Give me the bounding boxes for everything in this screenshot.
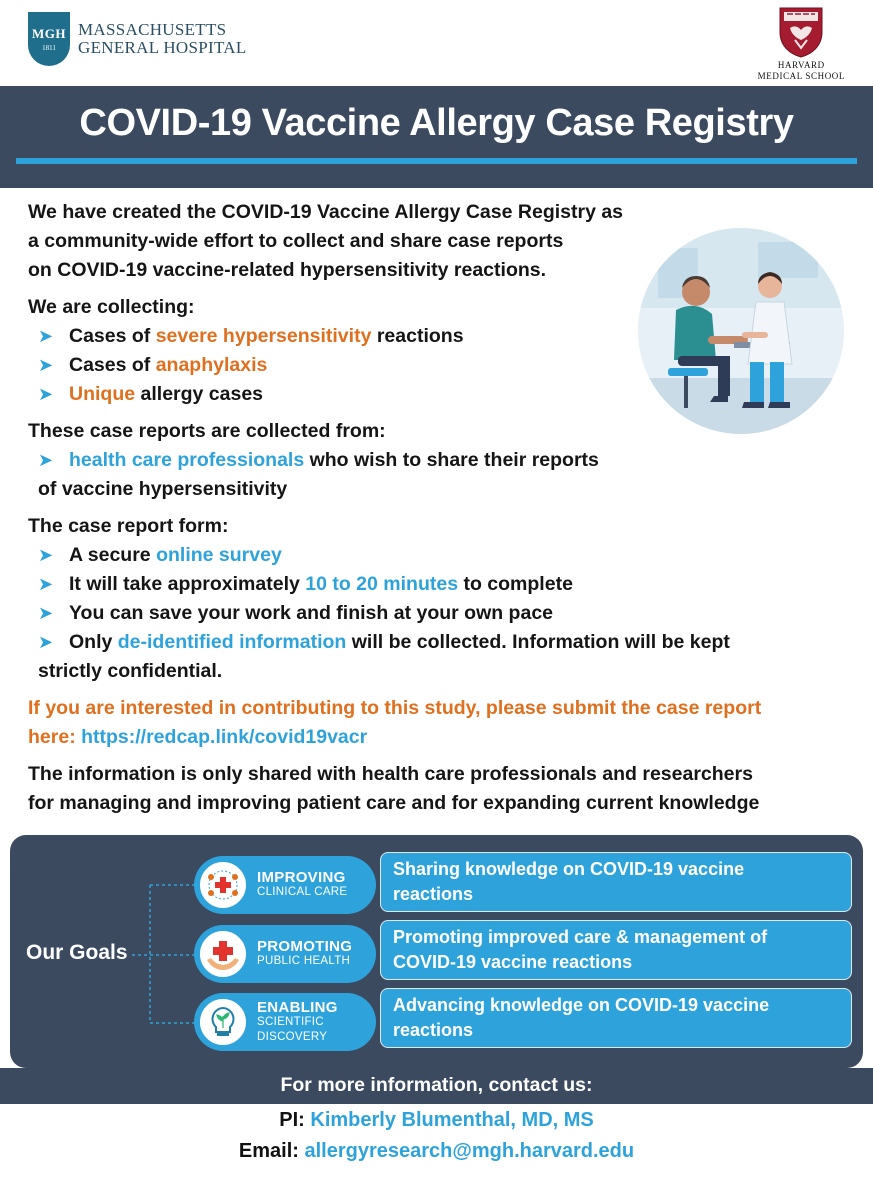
list-item: ➤ It will take approximately 10 to 20 minutes to complete xyxy=(28,570,858,599)
list-item-continuation: of vaccine hypersensitivity xyxy=(38,478,288,500)
pi-contact: PI: Kimberly Blumenthal, MD, MS xyxy=(279,1109,594,1131)
title-divider xyxy=(16,158,857,164)
arrow-bullet-icon: ➤ xyxy=(38,603,54,623)
footer-band xyxy=(0,1068,873,1104)
list-item: ➤ Cases of severe hypersensitivity reactions xyxy=(28,322,858,351)
hms-logo xyxy=(758,6,845,82)
arrow-bullet-icon: ➤ xyxy=(38,355,54,375)
mgh-logo xyxy=(28,12,247,66)
intro-line: a community-wide effort to collect and share case reports xyxy=(28,230,564,252)
cta-text: here: https://redcap.link/covid19vacr xyxy=(28,726,368,748)
cta-text: If you are interested in contributing to this study, please submit the case report xyxy=(28,697,762,719)
arrow-bullet-icon: ➤ xyxy=(38,545,54,565)
list-item-continuation: strictly confidential. xyxy=(38,660,223,682)
list-item: ➤ A secure online survey xyxy=(28,541,858,570)
info-text: for managing and improving patient care and for expanding current knowledge xyxy=(28,792,760,814)
registry-link[interactable]: https://redcap.link/covid19vacr xyxy=(81,726,368,748)
goal-description: Sharing knowledge on COVID-19 vaccine reactions xyxy=(380,852,852,912)
list-item: ➤ Only de-identified information will be collected. Information will be kept xyxy=(28,628,858,657)
arrow-bullet-icon: ➤ xyxy=(38,450,54,470)
mgh-shield-icon: MGH 1811 xyxy=(28,12,70,66)
goal-description: Promoting improved care & management of COVID-19 vaccine reactions xyxy=(380,920,852,980)
hms-wordmark: HARVARD MEDICAL SCHOOL xyxy=(757,60,845,81)
title-band xyxy=(0,86,873,188)
harvard-shield-icon xyxy=(778,6,824,58)
arrow-bullet-icon: ➤ xyxy=(38,632,54,652)
form-heading: The case report form: xyxy=(28,515,229,537)
goal-badge-public-health: PROMOTING PUBLIC HEALTH xyxy=(194,925,376,983)
footer-title: For more information, contact us: xyxy=(280,1074,593,1096)
email-link[interactable]: allergyresearch@mgh.harvard.edu xyxy=(304,1140,635,1162)
intro-line: on COVID-19 vaccine-related hypersensitivity reactions. xyxy=(28,259,547,281)
list-item: ➤ You can save your work and finish at your own pace xyxy=(28,599,858,628)
goal-description: Advancing knowledge on COVID-19 vaccine reactions xyxy=(380,988,852,1048)
arrow-bullet-icon: ➤ xyxy=(38,384,54,404)
list-item: ➤ Unique allergy cases xyxy=(28,380,858,409)
goal-badge-clinical-care: IMPROVING CLINICAL CARE xyxy=(194,856,376,914)
intro-line: We have created the COVID-19 Vaccine Allergy Case Registry as xyxy=(28,201,624,223)
info-text: The information is only shared with health care professionals and researchers xyxy=(28,763,753,785)
goals-panel xyxy=(10,835,863,1068)
list-item: ➤ Cases of anaphylaxis xyxy=(28,351,858,380)
sources-heading: These case reports are collected from: xyxy=(28,420,386,442)
list-item: ➤ health care professionals who wish to share their reports xyxy=(28,446,858,475)
clinical-care-icon xyxy=(197,859,249,911)
page-title: COVID-19 Vaccine Allergy Case Registry xyxy=(79,102,794,144)
goal-badge-scientific-discovery: ENABLING SCIENTIFIC DISCOVERY xyxy=(194,993,376,1051)
mgh-wordmark: MASSACHUSETTS GENERAL HOSPITAL xyxy=(78,20,247,57)
email-contact: Email: allergyresearch@mgh.harvard.edu xyxy=(238,1140,635,1162)
goals-label: Our Goals xyxy=(26,941,128,964)
lightbulb-icon xyxy=(197,996,249,1048)
collecting-heading: We are collecting: xyxy=(28,296,195,318)
arrow-bullet-icon: ➤ xyxy=(38,326,54,346)
public-health-icon xyxy=(197,928,249,980)
vaccination-illustration xyxy=(638,228,844,434)
arrow-bullet-icon: ➤ xyxy=(38,574,54,594)
